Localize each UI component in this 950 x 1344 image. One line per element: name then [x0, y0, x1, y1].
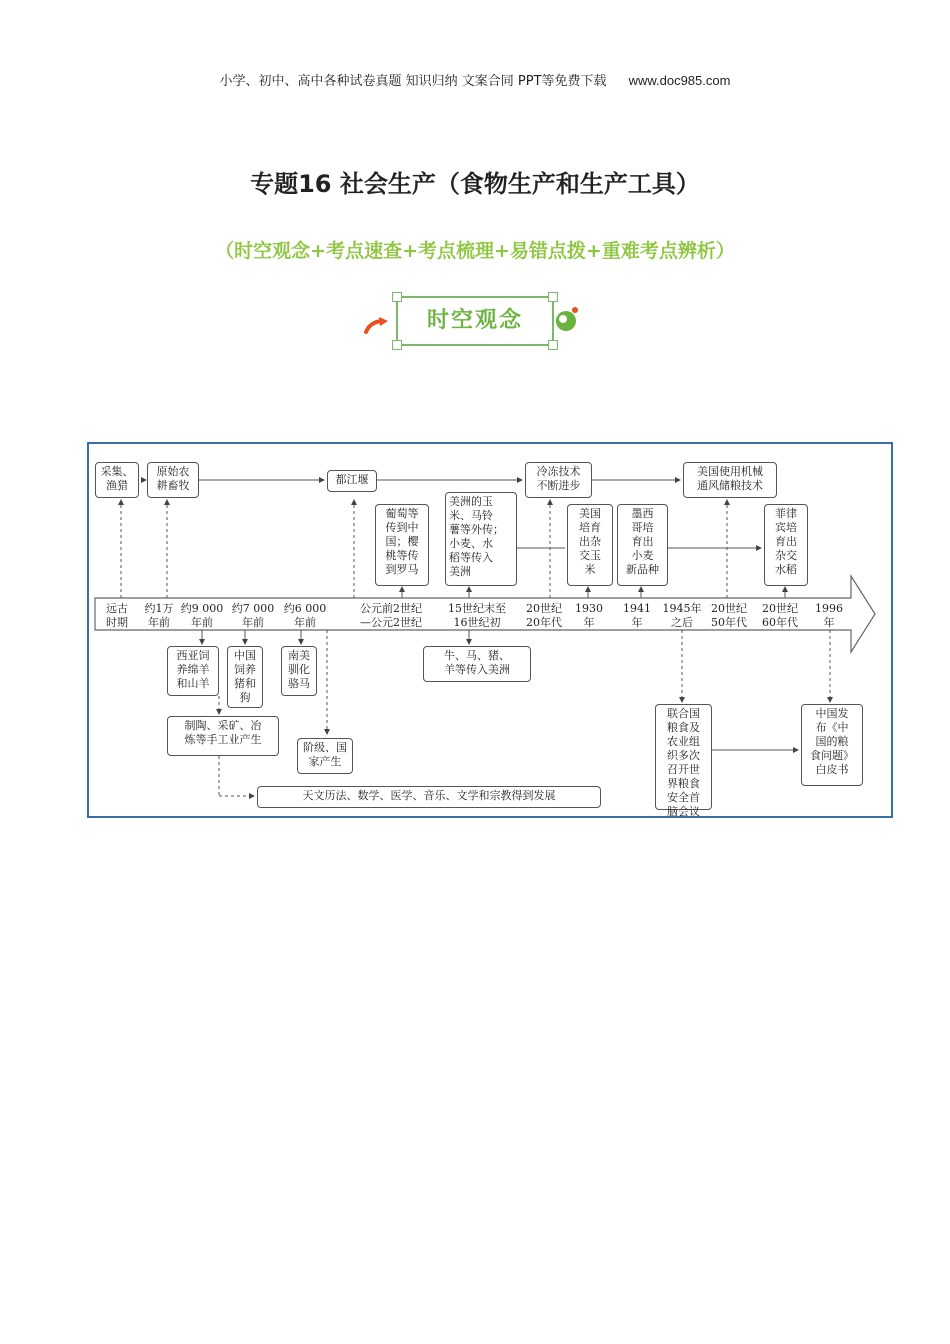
node-baipishu: 中国发 布《中 国的粮 食问题》 白皮书 — [801, 704, 863, 786]
node-lengdong: 冷冻技术 不断进步 — [525, 462, 592, 498]
site-header — [0, 70, 950, 89]
axis-label: 1945年 之后 — [662, 602, 702, 629]
timeline-diagram — [87, 442, 893, 818]
node-caiji: 采集、 渔猎 — [95, 462, 139, 498]
axis-label: 公元前2世纪 —公元2世纪 — [360, 602, 422, 629]
arrow-icon — [364, 316, 390, 334]
page-title: 专题16 社会生产（食物生产和生产工具） — [250, 170, 700, 198]
axis-label: 约9 000 年前 — [180, 602, 224, 629]
badge-label: 时空观念 — [426, 308, 523, 333]
node-xiya: 西亚饲 养绵羊 和山羊 — [167, 646, 219, 696]
axis-label: 远古 时期 — [106, 602, 128, 629]
node-putao: 葡萄等 传到中 国；樱 桃等传 到罗马 — [375, 504, 429, 586]
axis-label: 20世纪 50年代 — [711, 602, 747, 629]
node-zhongguo-siyang: 中国 饲养 猪和 狗 — [227, 646, 263, 708]
node-moxige: 墨西 哥培 育出 小麦 新品种 — [617, 504, 668, 586]
node-tianwen: 天文历法、数学、医学、音乐、文学和宗教得到发展 — [257, 786, 601, 808]
axis-label: 20世纪 60年代 — [762, 602, 798, 629]
axis-label: 1930 年 — [575, 602, 603, 629]
page-subtitle: （时空观念+考点速查+考点梳理+易错点拨+重难考点辨析） — [215, 240, 735, 262]
node-meiguo-jixie: 美国使用机械 通风储粮技术 — [683, 462, 777, 498]
axis-label: 约1万 年前 — [144, 602, 174, 629]
axis-label: 约7 000 年前 — [231, 602, 275, 629]
header-text: 小学、初中、高中各种试卷真题 知识归纳 文案合同 PPT等免费下载 — [219, 74, 607, 89]
node-meizhou-wuzhong: 美洲的玉 米、马铃 薯等外传； 小麦、水 稻等传入 美洲 — [445, 492, 517, 586]
axis-label: 约6 000 年前 — [283, 602, 327, 629]
header-url[interactable]: www.doc985.com — [628, 73, 731, 88]
node-lianheguo: 联合国 粮食及 农业组 织多次 召开世 界粮食 安全首 脑会议 — [655, 704, 712, 810]
axis-label: 1941 年 — [623, 602, 651, 629]
axis-label: 20世纪 20年代 — [526, 602, 562, 629]
node-yuanshi-nonggeng: 原始农 耕畜牧 — [147, 462, 199, 498]
node-feilvbin: 菲律 宾培 育出 杂交 水稻 — [764, 504, 808, 586]
axis-label: 15世纪末至 16世纪初 — [448, 602, 506, 629]
node-meiguo-yumi: 美国 培育 出杂 交玉 米 — [567, 504, 613, 586]
axis-label: 1996 年 — [815, 602, 843, 629]
globe-icon — [554, 306, 580, 332]
section-badge — [362, 294, 587, 354]
node-zhitao: 制陶、采矿、冶 炼等手工业产生 — [167, 716, 279, 756]
node-niu-ma: 牛、马、猪、 羊等传入美洲 — [423, 646, 531, 682]
node-nanmei: 南美 驯化 骆马 — [281, 646, 317, 696]
badge-frame — [396, 296, 554, 346]
node-dujiangyan: 都江堰 — [327, 470, 377, 492]
node-jieji: 阶级、国 家产生 — [297, 738, 353, 774]
